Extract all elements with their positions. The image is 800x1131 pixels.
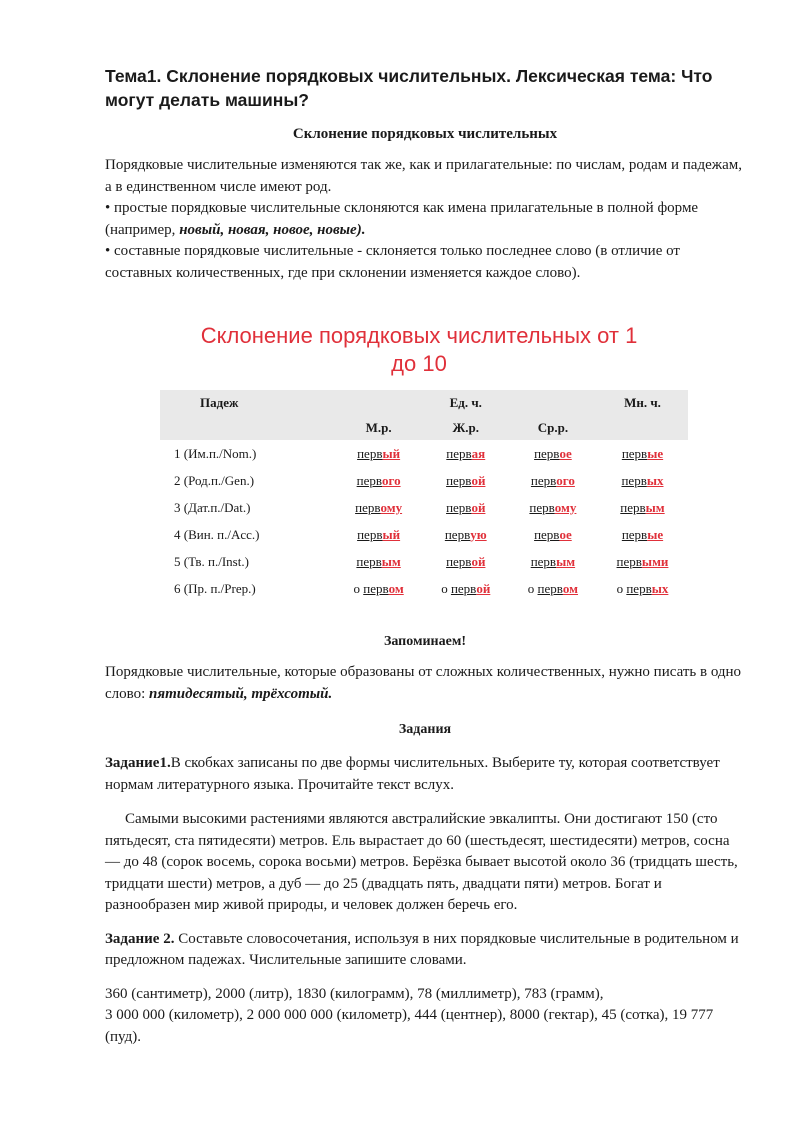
word-ending: ых xyxy=(646,472,664,488)
task-2-label: Задание 2. xyxy=(105,930,175,947)
word-form-cell xyxy=(335,440,423,467)
word-stem: перв xyxy=(620,499,646,515)
section-subtitle: Склонение порядковых числительных xyxy=(292,126,558,142)
word-stem: перв xyxy=(626,580,652,596)
word-form-cell xyxy=(597,440,688,467)
word-stem: перв xyxy=(450,580,477,596)
word-ending: ые xyxy=(647,445,664,461)
declension-table-block xyxy=(160,322,688,602)
intro-paragraph-2 xyxy=(105,198,745,241)
word-stem: перв xyxy=(363,580,389,596)
word-ending: ом xyxy=(562,580,579,596)
word-ending: ой xyxy=(471,472,486,488)
word-form-cell xyxy=(423,548,509,575)
word-form-cell xyxy=(423,467,509,494)
word-form-cell xyxy=(509,467,597,494)
word-ending: ым xyxy=(381,553,401,569)
word-stem: перв xyxy=(534,526,560,542)
word-stem: перв xyxy=(357,526,383,542)
table-row xyxy=(160,440,688,467)
word-stem: перв xyxy=(355,499,381,515)
task-1-passage: Самыми высокими растениями являются австралийские эвкалипты. Они достигают 150 (сто пятьдесят, ста пятидесяти) метров. Ель вырастает до 60 (шестьдесят, шестидесяти) метров, сосна — до 48 (сорок восемь, сорока восьми) метров. Берёзка бывает высотой около 36 (тридцать шесть, тридцати шести) метров, а дуб — до 25 (двадцать пять, двадцати пяти) метров. Богат и разнообразен мир живой природы, и человек должен беречь его. xyxy=(105,811,738,913)
word-form-cell xyxy=(335,521,423,548)
word-ending: ую xyxy=(470,526,487,542)
word-form-cell xyxy=(597,575,688,602)
table-title-line-1: Склонение порядковых числительных от 1 xyxy=(200,323,638,348)
word-form-cell xyxy=(597,494,688,521)
word-ending: ым xyxy=(645,499,665,515)
word-stem: перв xyxy=(446,553,472,569)
header-feminine: Ж.р. xyxy=(452,419,480,435)
intro-examples: новый, новая, новое, новые). xyxy=(179,221,366,238)
case-label: 5 (Тв. п./Inst.) xyxy=(174,553,249,569)
task-2 xyxy=(105,929,745,972)
word-form-cell xyxy=(423,440,509,467)
word-form-cell xyxy=(509,521,597,548)
case-label: 3 (Дат.п./Dat.) xyxy=(174,499,251,515)
word-form-cell xyxy=(335,494,423,521)
word-form-cell xyxy=(597,521,688,548)
word-stem: перв xyxy=(357,445,383,461)
word-ending: ой xyxy=(471,553,486,569)
task-2-text: Составьте словосочетания, используя в них порядковые числительные в родительном и предложном падежах. Числительные запишите словами. xyxy=(105,930,739,968)
table-row xyxy=(160,575,688,602)
word-ending: ому xyxy=(554,499,577,515)
remember-text xyxy=(105,662,745,705)
table-row xyxy=(160,548,688,575)
word-stem: перв xyxy=(529,499,555,515)
preposition: о xyxy=(353,580,364,596)
case-label: 1 (Им.п./Nom.) xyxy=(174,445,257,461)
declension-table xyxy=(160,390,688,602)
table-header-row-2 xyxy=(160,415,688,440)
word-stem: перв xyxy=(446,472,472,488)
word-ending: ая xyxy=(471,445,486,461)
table-header-row-1 xyxy=(160,390,688,415)
word-stem: перв xyxy=(356,553,382,569)
word-stem: перв xyxy=(621,445,648,461)
word-stem: перв xyxy=(530,553,557,569)
word-ending: ым xyxy=(556,553,576,569)
word-stem: перв xyxy=(621,472,647,488)
header-case: Падеж xyxy=(200,394,239,410)
word-ending: ое xyxy=(559,445,572,461)
word-ending: ого xyxy=(382,472,401,488)
page-header xyxy=(105,64,745,284)
word-form-cell xyxy=(335,575,423,602)
header-empty xyxy=(597,415,688,440)
word-ending: ом xyxy=(388,580,404,596)
word-stem: перв xyxy=(446,445,472,461)
table-row xyxy=(160,521,688,548)
word-ending: ый xyxy=(382,526,401,542)
word-form-cell xyxy=(335,548,423,575)
page-title: Тема1. Склонение порядковых числительных. Лексическая тема: Что могут делать машины? xyxy=(105,66,713,110)
task-2-line-1: 360 (сантиметр), 2000 (литр), 1830 (килограмм), 78 (миллиметр), 783 (грамм), xyxy=(105,985,604,1002)
word-ending: ых xyxy=(651,580,669,596)
word-form-cell xyxy=(335,467,423,494)
word-stem: перв xyxy=(537,580,563,596)
word-form-cell xyxy=(423,521,509,548)
header-empty xyxy=(509,390,597,415)
word-ending: ые xyxy=(647,526,664,542)
table-body xyxy=(160,440,688,602)
task-1 xyxy=(105,753,745,796)
word-stem: перв xyxy=(534,445,560,461)
word-ending: ого xyxy=(556,472,575,488)
word-stem: перв xyxy=(446,499,472,515)
word-ending: ому xyxy=(380,499,403,515)
preposition: о xyxy=(527,580,538,596)
task-1-label: Задание1. xyxy=(105,755,171,771)
preposition: о xyxy=(616,580,627,596)
word-form-cell xyxy=(597,548,688,575)
word-form-cell xyxy=(423,494,509,521)
word-form-cell xyxy=(597,467,688,494)
intro-paragraph-1: Порядковые числительные изменяются так же, как и прилагательные: по числам, родам и падежам, а в единственном числе имеют род. xyxy=(105,157,743,195)
word-stem: перв xyxy=(616,553,642,569)
word-stem: перв xyxy=(621,526,648,542)
intro-paragraph-3: • составные порядковые числительные - склоняется только последнее слово (в отличие от составных количественных, где при склонении изменяется каждое слово). xyxy=(105,243,680,281)
word-form-cell xyxy=(509,440,597,467)
header-singular: Ед. ч. xyxy=(449,394,482,410)
remember-heading: Запоминаем! xyxy=(383,634,467,649)
remember-examples: пятидесятый, трёхсотый. xyxy=(149,685,333,702)
case-label: 4 (Вин. п./Acc.) xyxy=(174,526,260,542)
word-stem: перв xyxy=(444,526,471,542)
word-form-cell xyxy=(423,575,509,602)
word-stem: перв xyxy=(356,472,382,488)
header-empty xyxy=(160,415,335,440)
header-masculine: М.р. xyxy=(365,419,392,435)
word-ending: ыми xyxy=(641,553,669,569)
word-ending: ой xyxy=(476,580,491,596)
table-title-line-2: до 10 xyxy=(391,351,447,376)
table-row xyxy=(160,494,688,521)
remember-text-body: Порядковые числительные, которые образованы от сложных количественных, нужно писать в одно слово: xyxy=(105,664,742,702)
word-stem: перв xyxy=(530,472,557,488)
word-form-cell xyxy=(509,548,597,575)
case-label: 6 (Пр. п./Prep.) xyxy=(174,580,256,596)
word-form-cell xyxy=(509,494,597,521)
tasks-block xyxy=(105,722,745,1048)
remember-block xyxy=(105,634,745,705)
task-1-text: В скобках записаны по две формы числительных. Выберите ту, которая соответствует нормам литературного языка. Прочитайте текст вслух. xyxy=(105,755,720,793)
tasks-heading: Задания xyxy=(398,722,452,737)
case-label: 2 (Род.п./Gen.) xyxy=(174,472,255,488)
header-plural: Мн. ч. xyxy=(624,394,661,410)
header-empty xyxy=(335,390,423,415)
table-row xyxy=(160,467,688,494)
word-ending: ой xyxy=(471,499,486,515)
word-ending: ый xyxy=(382,445,401,461)
task-2-line-2: 3 000 000 (километр), 2 000 000 000 (километр), 444 (центнер), 8000 (гектар), 45 (сотка), 19 777 (пуд). xyxy=(105,1007,714,1045)
word-form-cell xyxy=(509,575,597,602)
header-neuter: Ср.р. xyxy=(537,419,569,435)
preposition: о xyxy=(441,580,451,596)
intro-paragraph-2-text: • простые порядковые числительные склоняются как имена прилагательные в полной форме (например, xyxy=(105,200,699,238)
word-ending: ое xyxy=(559,526,572,542)
